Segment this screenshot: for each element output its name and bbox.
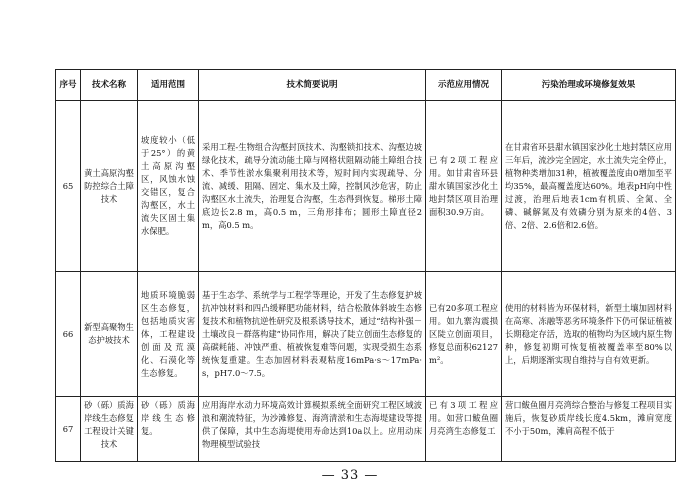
table-row [56, 397, 676, 462]
row-effect: 在甘肃省环县甜水镇国家沙化土地封禁区应用三年后，流沙完全固定，水土流失完全停止，植物种类增加31种，植被覆盖度由0增加至平均35%，最高覆盖度达60%。地表pH向中性过渡，治理后地表1cm有机质、全氮、全磷、碱解氮及有效磷分别为原来的4倍、3倍、2倍、2.6倍和2.6倍。 [502, 101, 676, 272]
row-demo: 已有3项工程应用。如营口鲅鱼圈月亮湾生态修复工 [426, 397, 502, 462]
row-index: 67 [56, 397, 81, 462]
row-scope: 砂（砾）质海岸线生态修复。 [138, 397, 199, 462]
row-index: 66 [56, 272, 81, 397]
row-description: 基于生态学、系统学与工程学等理论，开发了生态修复护坡抗冲蚀材料和四凸缓释肥功能材料，结合松散体斜坡生态修复技术和植物抗逆性研究及根系诱导技术，通过“结构补强－土壤改良－群落构建”协同作用，解决了陡立创面生态修复的高碳耗能、冲蚀严重、植被恢复难等问题，实现受损生态系统恢复重建。生态加固材料表观粘度16mPa·s～17mPa·s，pH7.0～7.5。 [199, 272, 426, 397]
header-scope: 适用范围 [138, 70, 199, 101]
row-tech-name: 黄土高原沟壑防控综合土障技术 [81, 101, 138, 272]
row-tech-name: 新型高聚物生态护坡技术 [81, 272, 138, 397]
row-effect: 营口鲅鱼圈月亮湾综合整治与修复工程项目实施后，恢复砂质岸线长度4.5km，滩肩宽度不小于50m，滩肩高程不低于 [502, 397, 676, 462]
row-effect: 使用的材料皆为环保材料，新型土壤加固材料在高寒、冻融等恶劣环境条件下仍可保证植被长期稳定存活，选取的植物均为区域内原生物种，修复初期可恢复植被覆盖率至80%以上，后期逐渐实现自维持与自有效更新。 [502, 272, 676, 397]
row-demo: 已有20多项工程应用。如九寨沟震损区陡立创面项目，修复总面积62127m²。 [426, 272, 502, 397]
row-scope: 坡度较小（低于25°）的黄土高原沟壑区，风蚀水蚀交错区，复合沟壑区，水土流失区固土集水保肥。 [138, 101, 199, 272]
header-effect: 污染治理或环境修复效果 [502, 70, 676, 101]
table-header-row [56, 70, 676, 101]
header-demo: 示范应用情况 [426, 70, 502, 101]
header-index: 序号 [56, 70, 81, 101]
table-row [56, 272, 676, 397]
technology-table [55, 69, 676, 462]
row-description: 应用海岸水动力环境高效计算模拟系统全面研究工程区域波浪和潮流特征，为沙滩修复、海湾清淤和生态海堤建设等提供了保障，其中生态海堤使用寿命达到10a以上。应用动床物理模型试验技 [199, 397, 426, 462]
table-row [56, 101, 676, 272]
row-description: 采用工程-生物组合沟壑封顶技术、沟壑锁扣技术、沟壑边坡绿化技术，疏导分流动能土障与网格状阻隔动能土障组合技术、季节性淤水集聚利用技术等，短时间内实现疏导、分流、减缓、阻隔、固定、集水及土障，控制风沙危害，防止沟壑区水土流失，治理复合沟壑，生态得到恢复。梯形土障底边长2.8 m，高0.5 m，三角形排布；圆形土障直径2 m，高0.5 m。 [199, 101, 426, 272]
header-tech-name: 技术名称 [81, 70, 138, 101]
row-scope: 地质环境脆弱区生态修复，包括地质灾害体，工程建设创面及荒漠化、石漠化等生态修复。 [138, 272, 199, 397]
row-demo: 已有2项工程应用。如甘肃省环县甜水镇国家沙化土地封禁区项目治理面积30.9万亩。 [426, 101, 502, 272]
header-description: 技术简要说明 [199, 70, 426, 101]
row-index: 65 [56, 101, 81, 272]
row-tech-name: 砂（砾）质海岸线生态修复工程设计关键技术 [81, 397, 138, 462]
page-number: — 33 — [321, 468, 379, 483]
